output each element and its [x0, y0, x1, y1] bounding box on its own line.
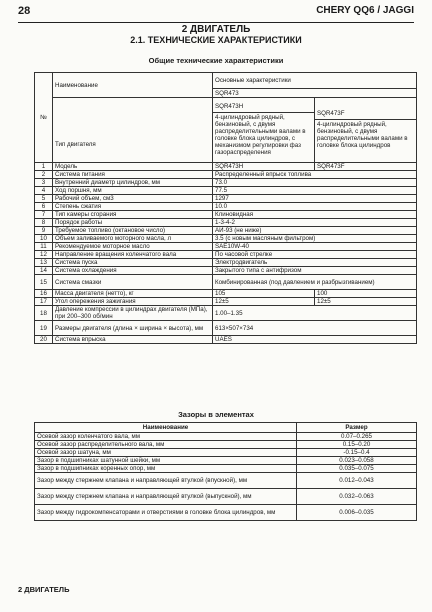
spec-name: Система охлаждения	[53, 267, 213, 275]
specs-table	[34, 72, 417, 344]
gap-size: 0.035–0.075	[297, 465, 417, 473]
spec-name: Степень сжатия	[53, 203, 213, 211]
spec-row	[35, 259, 417, 267]
spec-number: 11	[35, 243, 53, 251]
spec-number: 13	[35, 259, 53, 267]
spec-value: 73.0	[213, 179, 417, 187]
specs-table-title: Общие технические характеристики	[148, 56, 284, 65]
spec-value-h: SQR473H	[213, 163, 315, 171]
page-number: 28	[18, 5, 31, 17]
spec-name: Модель	[53, 163, 213, 171]
spec-name: Внутренний диаметр цилиндров, мм	[53, 179, 213, 187]
spec-name: Система смазки	[53, 275, 213, 290]
type-cell-h	[213, 98, 315, 163]
gaps-size-header: Размер	[297, 423, 417, 433]
subsection-title: 2.1. ТЕХНИЧЕСКИЕ ХАРАКТЕРИСТИКИ	[130, 35, 302, 45]
spec-value: 77.5	[213, 187, 417, 195]
spec-value: Клиновидная	[213, 211, 417, 219]
spec-value: UAES	[213, 336, 417, 344]
spec-value-h: 105	[213, 290, 315, 298]
spec-name: Размеры двигателя (длина × ширина × высота), мм	[53, 321, 213, 336]
gap-size: 0.012–0.043	[297, 473, 417, 489]
spec-value: 10.0	[213, 203, 417, 211]
spec-number: 16	[35, 290, 53, 298]
spec-value: 1-3-4-2	[213, 219, 417, 227]
spec-number: 18	[35, 306, 53, 321]
spec-value: Комбинированная (под давлением и разбрызгиванием)	[213, 275, 417, 290]
spec-value: 1.00–1.35	[213, 306, 417, 321]
spec-number: 17	[35, 298, 53, 306]
gap-row	[35, 505, 417, 521]
spec-name: Порядок работы	[53, 219, 213, 227]
car-model: CHERY QQ6 / JAGGI	[316, 5, 414, 16]
spec-number: 19	[35, 321, 53, 336]
spec-name: Рабочий объем, см3	[53, 195, 213, 203]
spec-row	[35, 336, 417, 344]
section-title: 2 ДВИГАТЕЛЬ	[181, 24, 251, 35]
variant-h: SQR473H	[213, 103, 314, 113]
spec-row	[35, 211, 417, 219]
spec-row	[35, 179, 417, 187]
spec-value: АИ-93 (не ниже)	[213, 227, 417, 235]
spec-row	[35, 171, 417, 179]
spec-name: Система питания	[53, 171, 213, 179]
gap-name: Осевой зазор распределительного вала, мм	[35, 441, 297, 449]
gap-name: Зазор между гидрокомпенсаторами и отверстиями в головке блока цилиндров, мм	[35, 505, 297, 521]
spec-number: 7	[35, 211, 53, 219]
spec-name: Масса двигателя (нетто), кг	[53, 290, 213, 298]
spec-row	[35, 195, 417, 203]
spec-value-f: 12±5	[315, 298, 417, 306]
spec-value: SAE10W-40	[213, 243, 417, 251]
spec-row	[35, 290, 417, 298]
type-cell-f	[315, 98, 417, 163]
gap-size: 0.006–0.035	[297, 505, 417, 521]
gap-row	[35, 465, 417, 473]
spec-row	[35, 306, 417, 321]
gap-size: 0.07–0.265	[297, 433, 417, 441]
col-number-header: №	[35, 73, 53, 163]
spec-row	[35, 235, 417, 243]
spec-number: 14	[35, 267, 53, 275]
spec-number: 4	[35, 187, 53, 195]
gap-name: Зазор между стержнем клапана и направляющей втулкой (выпускной), мм	[35, 489, 297, 505]
gap-row	[35, 473, 417, 489]
gap-name: Осевой зазор коленчатого вала, мм	[35, 433, 297, 441]
spec-number: 20	[35, 336, 53, 344]
gap-size: 0.032–0.063	[297, 489, 417, 505]
spec-name: Система пуска	[53, 259, 213, 267]
spec-row	[35, 219, 417, 227]
spec-number: 6	[35, 203, 53, 211]
spec-row	[35, 321, 417, 336]
spec-value: 613×507×734	[213, 321, 417, 336]
spec-number: 12	[35, 251, 53, 259]
spec-number: 1	[35, 163, 53, 171]
spec-row	[35, 251, 417, 259]
spec-value-f: 100	[315, 290, 417, 298]
spec-name: Давление компрессии в цилиндрах двигателя (МПа), при 200–300 об/мин	[53, 306, 213, 321]
spec-row	[35, 243, 417, 251]
gap-size: 0.023–0.058	[297, 457, 417, 465]
engine-family: SQR473	[213, 89, 417, 98]
spec-number: 10	[35, 235, 53, 243]
spec-value: 3.5 (с новым масляным фильтром)	[213, 235, 417, 243]
gap-row	[35, 441, 417, 449]
spec-value: Электродвигатель	[213, 259, 417, 267]
gaps-name-header: Наименование	[35, 423, 297, 433]
spec-name: Тип камеры сгорания	[53, 211, 213, 219]
spec-row	[35, 187, 417, 195]
spec-row	[35, 203, 417, 211]
spec-row	[35, 298, 417, 306]
gap-size: 0.15–0.20	[297, 441, 417, 449]
gap-row	[35, 433, 417, 441]
gap-name: Зазор в подшипниках шатунной шейки, мм	[35, 457, 297, 465]
gap-row	[35, 449, 417, 457]
gaps-table	[34, 422, 417, 521]
spec-name: Угол опережения зажигания	[53, 298, 213, 306]
spec-number: 9	[35, 227, 53, 235]
type-h-desc: 4-цилиндровый рядный, бензиновый, с двумя распределительными валами в головке блока цилиндров, с механизмом регулировки фаз газораспределения	[215, 114, 306, 156]
page-header	[18, 4, 414, 23]
gap-name: Зазор в подшипниках коренных опор, мм	[35, 465, 297, 473]
type-f-desc: 4-цилиндровый рядный, бензиновый, с двумя распределительными валами в головке блока цилиндров	[317, 121, 408, 149]
spec-number: 3	[35, 179, 53, 187]
spec-number: 8	[35, 219, 53, 227]
gaps-table-title: Зазоры в элементах	[178, 410, 254, 419]
engine-type-label: Тип двигателя	[53, 98, 213, 163]
basic-header: Основные характеристики	[213, 73, 417, 89]
spec-value-f: SQR473F	[315, 163, 417, 171]
spec-value: По часовой стрелке	[213, 251, 417, 259]
spec-row	[35, 275, 417, 290]
spec-value: Закрытого типа с антифризом	[213, 267, 417, 275]
spec-row	[35, 163, 417, 171]
spec-name: Система впрыска	[53, 336, 213, 344]
gap-row	[35, 489, 417, 505]
name-header: Наименование	[53, 73, 213, 98]
spec-number: 15	[35, 275, 53, 290]
gap-row	[35, 457, 417, 465]
spec-name: Направление вращения коленчатого вала	[53, 251, 213, 259]
spec-number: 2	[35, 171, 53, 179]
spec-value-h: 12±5	[213, 298, 315, 306]
spec-row	[35, 267, 417, 275]
spec-name: Объем заливаемого моторного масла, л	[53, 235, 213, 243]
spec-number: 5	[35, 195, 53, 203]
gap-name: Осевой зазор шатуна, мм	[35, 449, 297, 457]
spec-row	[35, 227, 417, 235]
spec-value: Распределенный впрыск топлива	[213, 171, 417, 179]
spec-value: 1297	[213, 195, 417, 203]
gap-name: Зазор между стержнем клапана и направляющей втулкой (впускной), мм	[35, 473, 297, 489]
variant-f: SQR473F	[315, 110, 416, 120]
spec-name: Требуемое топливо (октановое число)	[53, 227, 213, 235]
spec-name: Ход поршня, мм	[53, 187, 213, 195]
gap-size: -0.15–0.4	[297, 449, 417, 457]
page-footer: 2 ДВИГАТЕЛЬ	[18, 585, 70, 594]
spec-name: Рекомендуемое моторное масло	[53, 243, 213, 251]
